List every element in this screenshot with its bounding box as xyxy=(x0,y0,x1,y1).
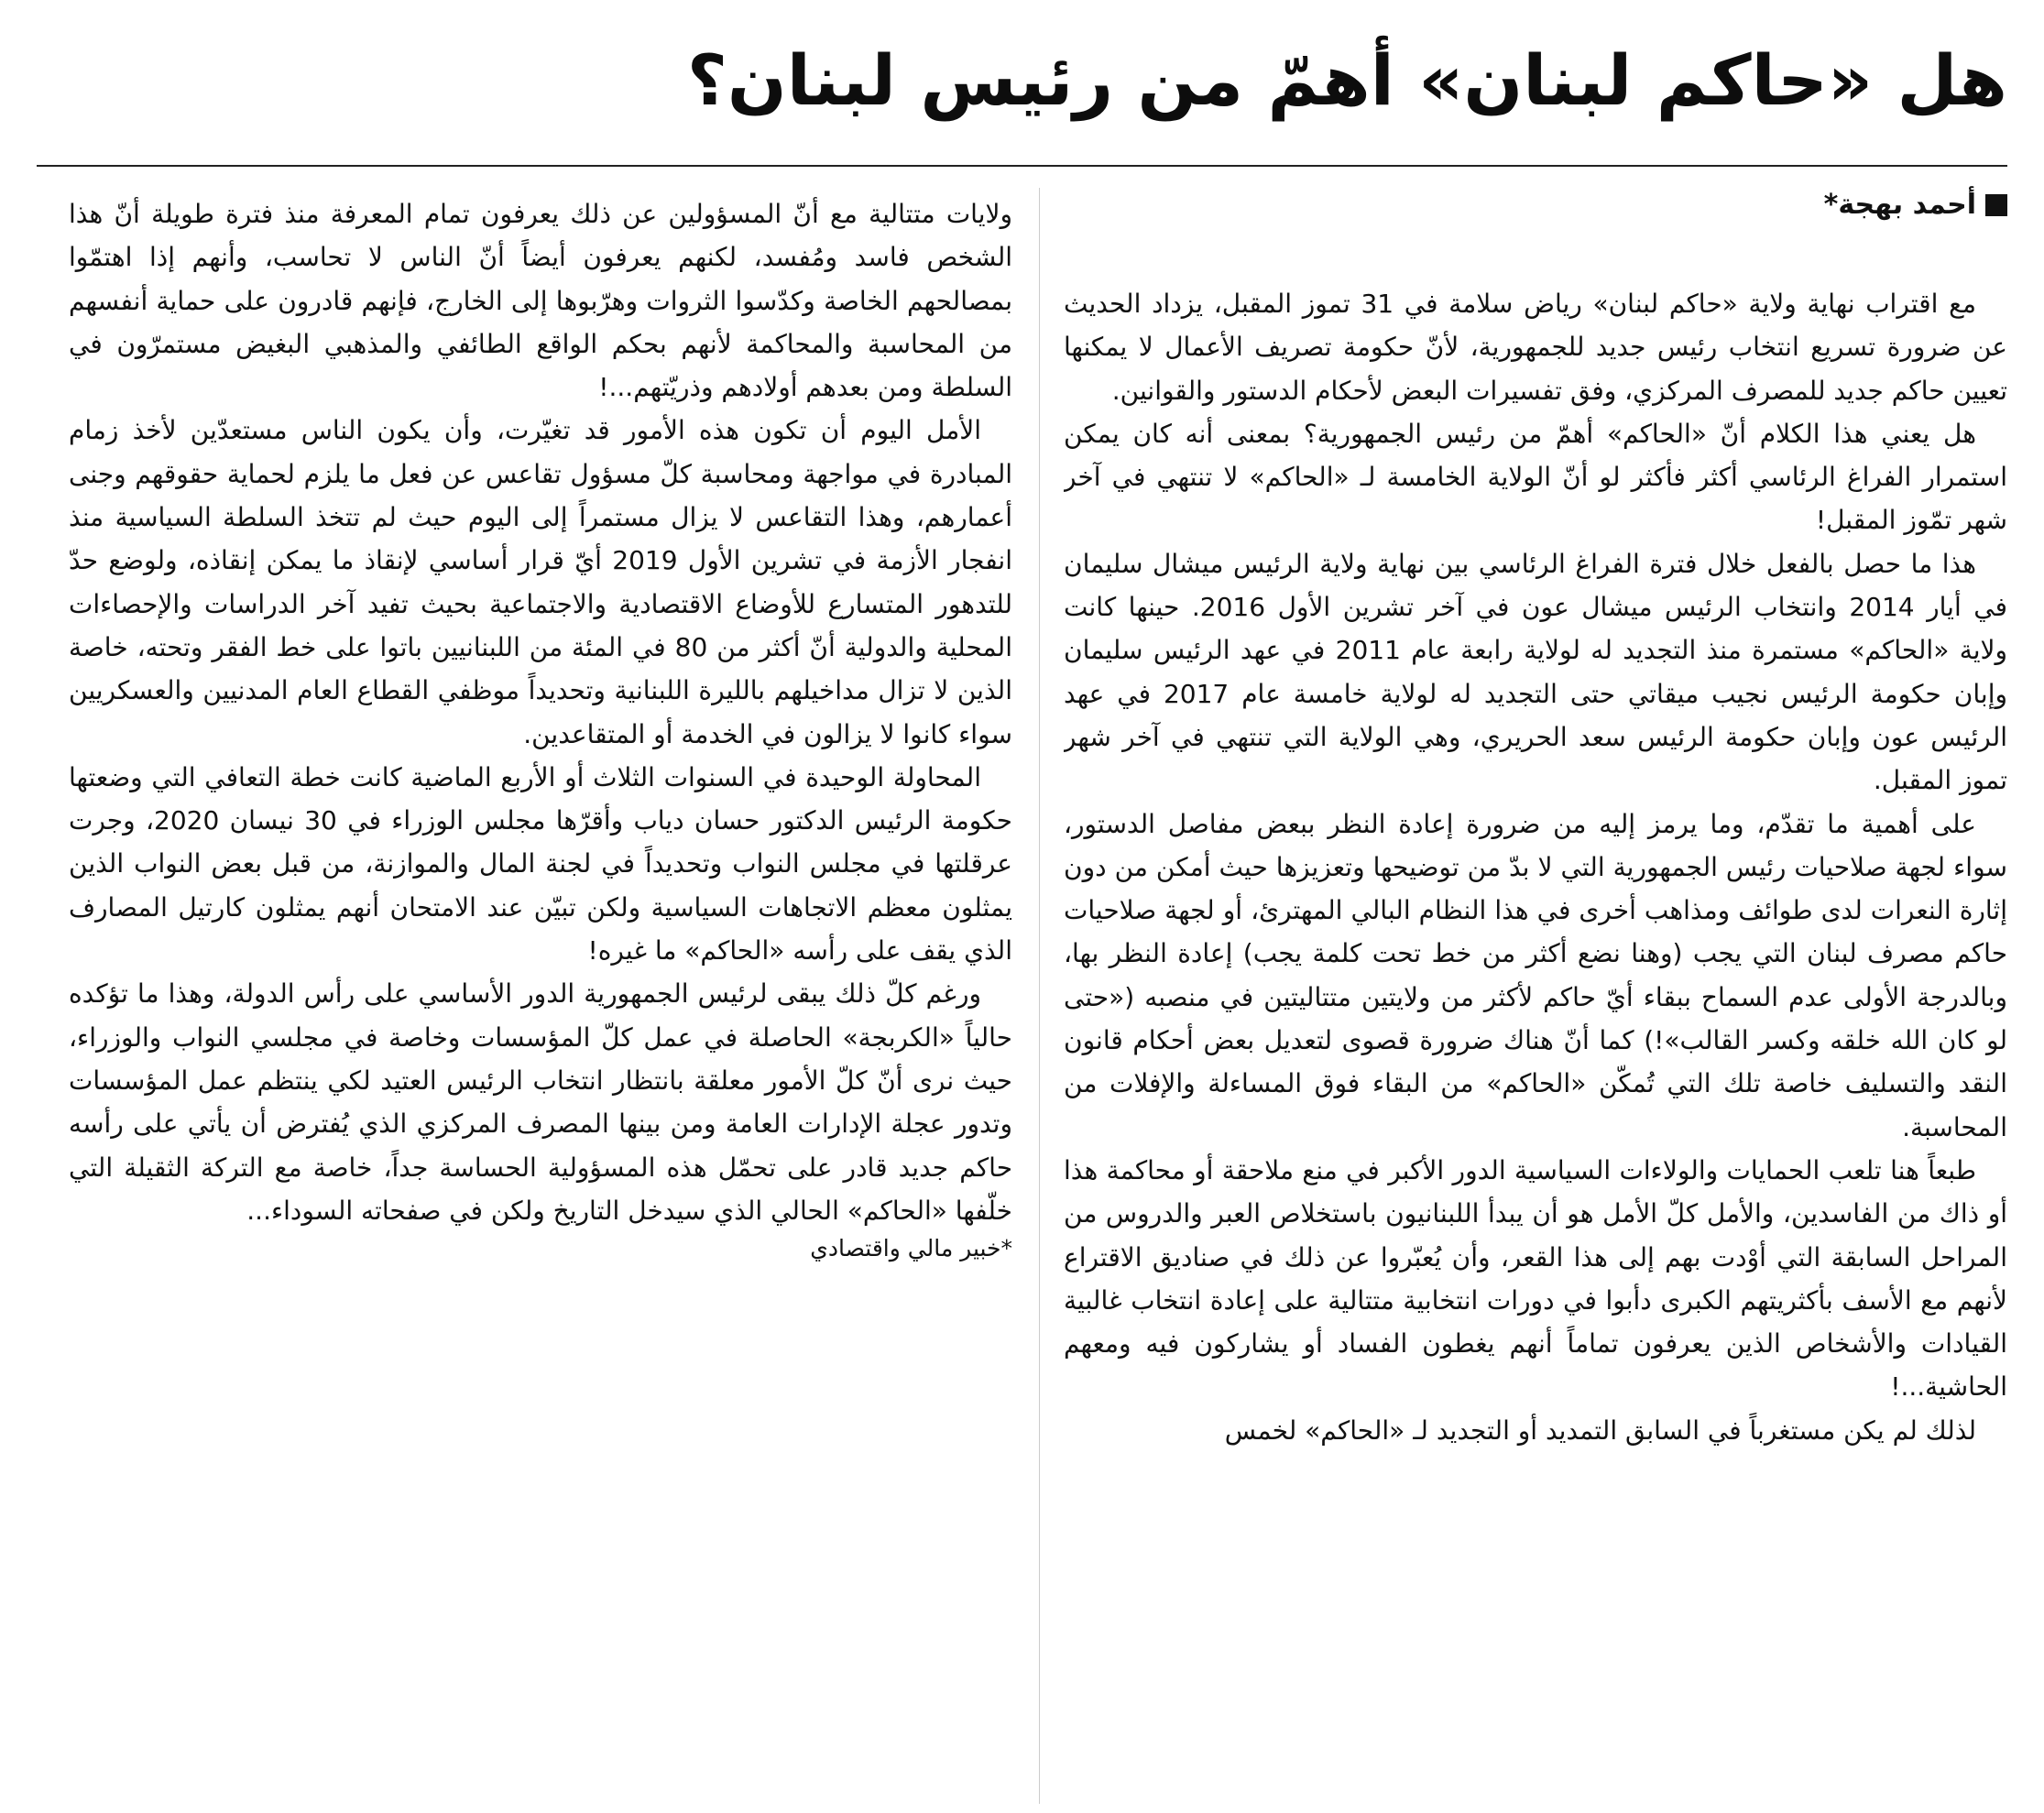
paragraph: الأمل اليوم أن تكون هذه الأمور قد تغيّرت، وأن يكون الناس مستعدّين لأخذ زمام المبادرة في مواجهة ومحاسبة كلّ مسؤول تقاعس عن فعل ما يلزم لحماية حقوقهم وجنى أعمارهم، وهذا التقاعس لا يزال مستمراً إلى اليوم حيث لم تتخذ السلطة السياسية منذ انفجار الأزمة في تشرين الأول 2019 أيّ قرار أساسي لإنقاذ ما يمكن إنقاذه، ولوضع حدّ للتدهور المتسارع للأوضاع الاقتصادية والاجتماعية بحيث تفيد آخر الدراسات والإحصاءات المحلية والدولية أنّ أكثر من 80 في المئة من اللبنانيين باتوا على خط الفقر وتحته، خاصة الذين لا تزال مداخيلهم بالليرة اللبنانية وتحديداً موظفي القطاع العام المدنيين والعسكريين سواء كانوا لا يزالون في الخدمة أو المتقاعدين. xyxy=(69,415,1012,749)
byline xyxy=(1064,183,2007,227)
headline: هل «حاكم لبنان» أهمّ من رئيس لبنان؟ xyxy=(686,39,2007,121)
paragraph: ولايات متتالية مع أنّ المسؤولين عن ذلك يعرفون تمام المعرفة منذ فترة طويلة أنّ هذا الشخص فاسد ومُفسد، لكنهم يعرفون أيضاً أنّ الناس لا تحاسب، وأنهم إذا اهتمّوا بمصالحهم الخاصة وكدّسوا الثروات وهرّبوها إلى الخارج، فإنهم قادرون على حماية أنفسهم من المحاسبة والمحاكمة لأنهم بحكم الواقع الطائفي والمذهبي البغيض مستمرّون في السلطة ومن بعدهم أولادهم وذريّتهم...! xyxy=(69,199,1012,403)
headline-rule xyxy=(37,165,2007,167)
paragraph: ورغم كلّ ذلك يبقى لرئيس الجمهورية الدور الأساسي على رأس الدولة، وهذا ما تؤكده حالياً «الكربجة» الحاصلة في عمل كلّ المؤسسات وخاصة في مجلسي النواب والوزراء، حيث نرى أنّ كلّ الأمور معلقة بانتظار انتخاب الرئيس العتيد لكي ينتظم عمل المؤسسات وتدور عجلة الإدارات العامة ومن بينها المصرف المركزي الذي يُفترض أن يأتي على رأسه حاكم جديد قادر على تحمّل هذه المسؤولية الحساسة جداً، خاصة مع التركة الثقيلة التي خلّفها «الحاكم» الحالي الذي سيدخل التاريخ ولكن في صفحاته السوداء... xyxy=(69,978,1012,1226)
paragraph: لذلك لم يكن مستغرباً في السابق التمديد أو التجديد لـ «الحاكم» لخمس xyxy=(1224,1414,1976,1446)
paragraph: المحاولة الوحيدة في السنوات الثلاث أو الأربع الماضية كانت خطة التعافي التي وضعتها حكومة الرئيس الدكتور حسان دياب وأقرّها مجلس الوزراء في 30 نيسان 2020، وجرت عرقلتها في مجلس النواب وتحديداً في لجنة المال والموازنة، من قبل بعض النواب الذين يمثلون معظم الاتجاهات السياسية ولكن تبيّن عند الامتحان أنهم يمثلون كارتيل المصارف الذي يقف على رأسه «الحاكم» ما غيره! xyxy=(69,761,1012,967)
author-footnote: *خبير مالي واقتصادي xyxy=(810,1235,1012,1262)
column-left xyxy=(69,192,1012,1813)
paragraph: هذا ما حصل بالفعل خلال فترة الفراغ الرئاسي بين نهاية ولاية الرئيس ميشال سليمان في أيار 2014 وانتخاب الرئيس ميشال عون في آخر تشرين الأول 2016. حينها كانت ولاية «الحاكم» مستمرة منذ التجديد له لولاية رابعة عام 2011 في عهد الرئيس سليمان وإبان حكومة الرئيس نجيب ميقاتي حتى التجديد له لولاية خامسة عام 2017 في عهد الرئيس عون وإبان حكومة الرئيس سعد الحريري، وهي الولاية التي تنتهي في آخر شهر تموز المقبل. xyxy=(1064,548,2007,796)
paragraph: على أهمية ما تقدّم، وما يرمز إليه من ضرورة إعادة النظر ببعض مفاصل الدستور، سواء لجهة صلاحيات رئيس الجمهورية التي لا بدّ من توضيحها وتعزيزها حيث أمكن من دون إثارة النعرات لدى طوائف ومذاهب أخرى في هذا النظام البالي المهترئ، أو لجهة صلاحيات حاكم مصرف لبنان التي يجب (وهنا نضع أكثر من خط تحت كلمة يجب) إعادة النظر بها، وبالدرجة الأولى عدم السماح ببقاء أيّ حاكم لأكثر من ولايتين متتاليتين في منصبه («حتى لو كان الله خلقه وكسر القالب»!) كما أنّ هناك ضرورة قصوى لتعديل بعض أحكام قانون النقد والتسليف خاصة تلك التي تُمكّن «الحاكم» من البقاء فوق المساءلة والإفلات من المحاسبة. xyxy=(1064,808,2007,1142)
column-right xyxy=(1064,183,2007,1813)
paragraph: مع اقتراب نهاية ولاية «حاكم لبنان» رياض سلامة في 31 تموز المقبل، يزداد الحديث عن ضرورة تسريع انتخاب رئيس جديد للجمهورية، لأنّ حكومة تصريف الأعمال لا يمكنها تعيين حاكم جديد للمصرف المركزي، وفق تفسيرات البعض لأحكام الدستور والقوانين. xyxy=(1064,289,2007,406)
column-divider xyxy=(1039,188,1040,1804)
paragraph: طبعاً هنا تلعب الحمايات والولاءات السياسية الدور الأكبر في منع ملاحقة أو محاكمة هذا أو ذاك من الفاسدين، والأمل كلّ الأمل هو أن يبدأ اللبنانيون باستخلاص العبر والدروس من المراحل السابقة التي أوْدت بهم إلى هذا القعر، وأن يُعبّروا عن ذلك في صناديق الاقتراع لأنهم مع الأسف بأكثريتهم الكبرى دأبوا في دورات انتخابية متتالية على إعادة انتخاب غالبية القيادات والأشخاص الذين يعرفون تماماً أنهم يغطون الفساد أو يشاركون فيه ومعهم الحاشية...! xyxy=(1064,1154,2007,1403)
author-name: أحمد بهجة* xyxy=(1823,189,1976,221)
paragraph: هل يعني هذا الكلام أنّ «الحاكم» أهمّ من رئيس الجمهورية؟ بمعنى أنه كان يمكن استمرار الفراغ الرئاسي أكثر فأكثر لو أنّ الولاية الخامسة لـ «الحاكم» لا تنتهي في آخر شهر تمّوز المقبل! xyxy=(1064,418,2007,536)
byline-square-icon xyxy=(1985,194,2007,216)
